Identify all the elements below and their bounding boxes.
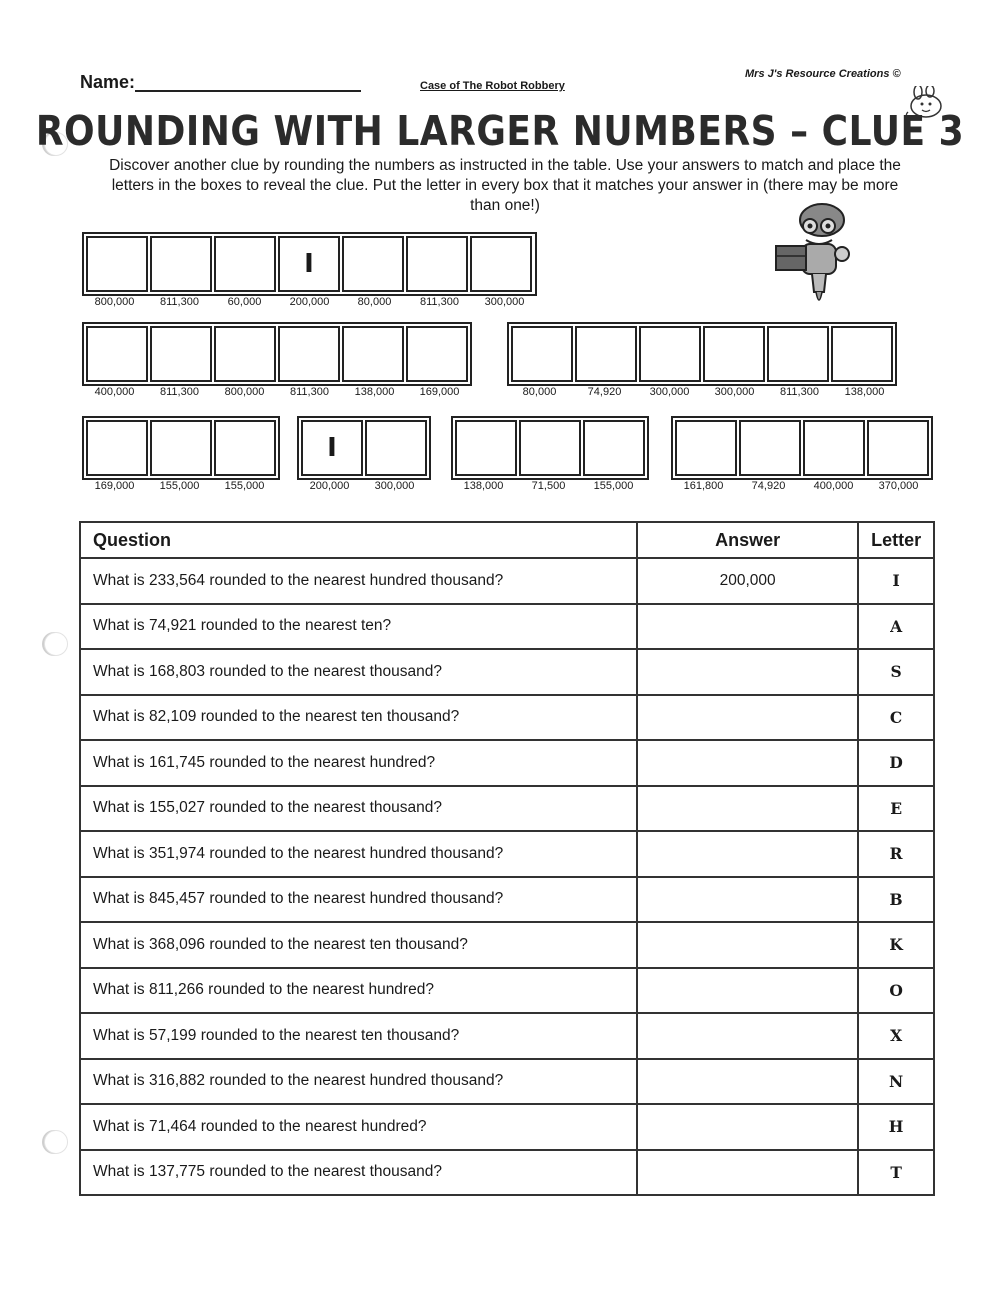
letter-box[interactable] [575, 326, 637, 382]
letter-box[interactable] [455, 420, 517, 476]
clue-number: 138,000 [844, 386, 885, 398]
clue-number: 200,000 [289, 296, 330, 308]
letter-box[interactable] [583, 420, 645, 476]
clue-number: 370,000 [878, 480, 919, 492]
clue-number: 169,000 [419, 386, 460, 398]
table-row [80, 1013, 934, 1059]
answer-cell[interactable] [637, 695, 858, 741]
answer-cell[interactable] [637, 922, 858, 968]
robot-icon [772, 200, 856, 312]
clue-number-row [82, 296, 537, 308]
answer-cell[interactable] [637, 877, 858, 923]
clue-number: 400,000 [813, 480, 854, 492]
name-label: Name: [80, 72, 136, 92]
clue-box-group [82, 232, 537, 296]
author-credit: Mrs J's Resource Creations © [745, 68, 901, 80]
clue-number-row [451, 480, 649, 492]
clue-box-group [297, 416, 431, 480]
letter-cell: I [858, 558, 934, 604]
letter-box[interactable] [150, 236, 212, 292]
letter-box[interactable] [214, 326, 276, 382]
question-text: What is 155,027 rounded to the nearest thousand? [80, 786, 637, 832]
clue-number: 155,000 [224, 480, 265, 492]
letter-box[interactable] [214, 420, 276, 476]
clue-word [82, 416, 280, 492]
clue-box-group [82, 416, 280, 480]
letter-box[interactable] [214, 236, 276, 292]
question-text: What is 316,882 rounded to the nearest hundred thousand? [80, 1059, 637, 1105]
clue-number: 300,000 [649, 386, 690, 398]
clue-word [82, 322, 472, 398]
question-text: What is 351,974 rounded to the nearest hundred thousand? [80, 831, 637, 877]
clue-number: 161,800 [683, 480, 724, 492]
letter-box[interactable] [739, 420, 801, 476]
clue-number: 400,000 [94, 386, 135, 398]
clue-box-group [451, 416, 649, 480]
letter-box[interactable] [519, 420, 581, 476]
table-row [80, 968, 934, 1014]
answer-cell[interactable] [637, 1059, 858, 1105]
clue-number: 74,920 [751, 480, 786, 492]
clue-number: 169,000 [94, 480, 135, 492]
letter-box[interactable] [639, 326, 701, 382]
clue-number-row [82, 480, 280, 492]
letter-box[interactable] [365, 420, 427, 476]
clue-number: 811,300 [420, 296, 459, 308]
letter-cell: H [858, 1104, 934, 1150]
letter-box[interactable] [867, 420, 929, 476]
question-text: What is 168,803 rounded to the nearest thousand? [80, 649, 637, 695]
letter-box[interactable]: I [301, 420, 363, 476]
letter-cell: C [858, 695, 934, 741]
question-text: What is 74,921 rounded to the nearest ten? [80, 604, 637, 650]
clue-number-row [297, 480, 431, 492]
letter-cell: X [858, 1013, 934, 1059]
clue-box-group [671, 416, 933, 480]
letter-box[interactable] [703, 326, 765, 382]
table-row [80, 831, 934, 877]
clue-number: 300,000 [374, 480, 415, 492]
question-text: What is 845,457 rounded to the nearest hundred thousand? [80, 877, 637, 923]
letter-box[interactable] [803, 420, 865, 476]
letter-box[interactable] [470, 236, 532, 292]
question-text: What is 82,109 rounded to the nearest ten thousand? [80, 695, 637, 741]
answer-cell[interactable] [637, 604, 858, 650]
questions-table [79, 521, 935, 1196]
clue-word [82, 232, 537, 308]
table-row [80, 558, 934, 604]
letter-box[interactable] [675, 420, 737, 476]
clue-number: 811,300 [160, 386, 199, 398]
clue-number: 300,000 [714, 386, 755, 398]
clue-number-row [507, 386, 897, 398]
answer-cell[interactable] [637, 1013, 858, 1059]
clue-number: 800,000 [224, 386, 265, 398]
clue-number: 811,300 [160, 296, 199, 308]
answer-header: Answer [637, 522, 858, 558]
answer-cell[interactable] [637, 740, 858, 786]
table-row [80, 922, 934, 968]
clue-word [507, 322, 897, 398]
question-text: What is 137,775 rounded to the nearest thousand? [80, 1150, 637, 1196]
question-text: What is 368,096 rounded to the nearest ten thousand? [80, 922, 637, 968]
letter-box[interactable] [342, 236, 404, 292]
answer-cell[interactable] [637, 786, 858, 832]
punch-hole [44, 632, 68, 656]
clue-word [671, 416, 933, 492]
letter-box[interactable] [278, 326, 340, 382]
question-text: What is 811,266 rounded to the nearest hundred? [80, 968, 637, 1014]
page-title: ROUNDING WITH LARGER NUMBERS – CLUE 3 [35, 108, 965, 156]
letter-box[interactable] [86, 326, 148, 382]
table-row [80, 1059, 934, 1105]
question-text: What is 57,199 rounded to the nearest ten thousand? [80, 1013, 637, 1059]
letter-box[interactable] [511, 326, 573, 382]
letter-box[interactable] [150, 420, 212, 476]
question-text: What is 71,464 rounded to the nearest hundred? [80, 1104, 637, 1150]
letter-cell: S [858, 649, 934, 695]
clue-box-group [507, 322, 897, 386]
table-row [80, 604, 934, 650]
table-row [80, 695, 934, 741]
table-row [80, 649, 934, 695]
clue-number: 138,000 [463, 480, 504, 492]
punch-hole [44, 1130, 68, 1154]
clue-number: 811,300 [780, 386, 819, 398]
letter-box[interactable] [406, 236, 468, 292]
question-header: Question [80, 522, 637, 558]
letter-box[interactable]: I [278, 236, 340, 292]
clue-number: 811,300 [290, 386, 329, 398]
clue-number: 200,000 [309, 480, 350, 492]
letter-cell: B [858, 877, 934, 923]
clue-number-row [82, 386, 472, 398]
letter-box[interactable] [767, 326, 829, 382]
letter-cell: D [858, 740, 934, 786]
letter-cell: N [858, 1059, 934, 1105]
clue-word [451, 416, 649, 492]
clue-number: 71,500 [531, 480, 566, 492]
question-text: What is 233,564 rounded to the nearest hundred thousand? [80, 558, 637, 604]
letter-header: Letter [858, 522, 934, 558]
letter-cell: T [858, 1150, 934, 1196]
question-text: What is 161,745 rounded to the nearest hundred? [80, 740, 637, 786]
letter-box[interactable] [150, 326, 212, 382]
table-row [80, 1150, 934, 1196]
answer-cell[interactable]: 200,000 [637, 558, 858, 604]
letter-box[interactable] [86, 420, 148, 476]
answer-cell[interactable] [637, 831, 858, 877]
table-row [80, 1104, 934, 1150]
letter-box[interactable] [342, 326, 404, 382]
clue-number: 80,000 [357, 296, 392, 308]
answer-cell[interactable] [637, 1104, 858, 1150]
table-row [80, 740, 934, 786]
name-field[interactable] [135, 90, 361, 92]
letter-box[interactable] [86, 236, 148, 292]
answer-cell[interactable] [637, 649, 858, 695]
letter-cell: K [858, 922, 934, 968]
answer-cell[interactable] [637, 968, 858, 1014]
letter-cell: O [858, 968, 934, 1014]
clue-number: 60,000 [227, 296, 262, 308]
letter-box[interactable] [831, 326, 893, 382]
table-row [80, 877, 934, 923]
clue-number: 800,000 [94, 296, 135, 308]
clue-word [297, 416, 431, 492]
table-header-row [80, 522, 934, 558]
clue-number: 80,000 [522, 386, 557, 398]
letter-cell: E [858, 786, 934, 832]
clue-number: 155,000 [159, 480, 200, 492]
clue-number: 138,000 [354, 386, 395, 398]
clue-box-group [82, 322, 472, 386]
instructions: Discover another clue by rounding the numbers as instructed in the table. Use your answers to match and place the letters in the boxes to reveal the clue. Put the letter in every box that it matches your answer in (there may be more than one!) [109, 157, 901, 214]
case-title: Case of The Robot Robbery [420, 80, 565, 92]
clue-number-row [671, 480, 933, 492]
answer-cell[interactable] [637, 1150, 858, 1196]
clue-number: 300,000 [484, 296, 525, 308]
clue-number: 74,920 [587, 386, 622, 398]
clue-number: 155,000 [593, 480, 634, 492]
letter-cell: R [858, 831, 934, 877]
letter-box[interactable] [406, 326, 468, 382]
letter-cell: A [858, 604, 934, 650]
table-row [80, 786, 934, 832]
